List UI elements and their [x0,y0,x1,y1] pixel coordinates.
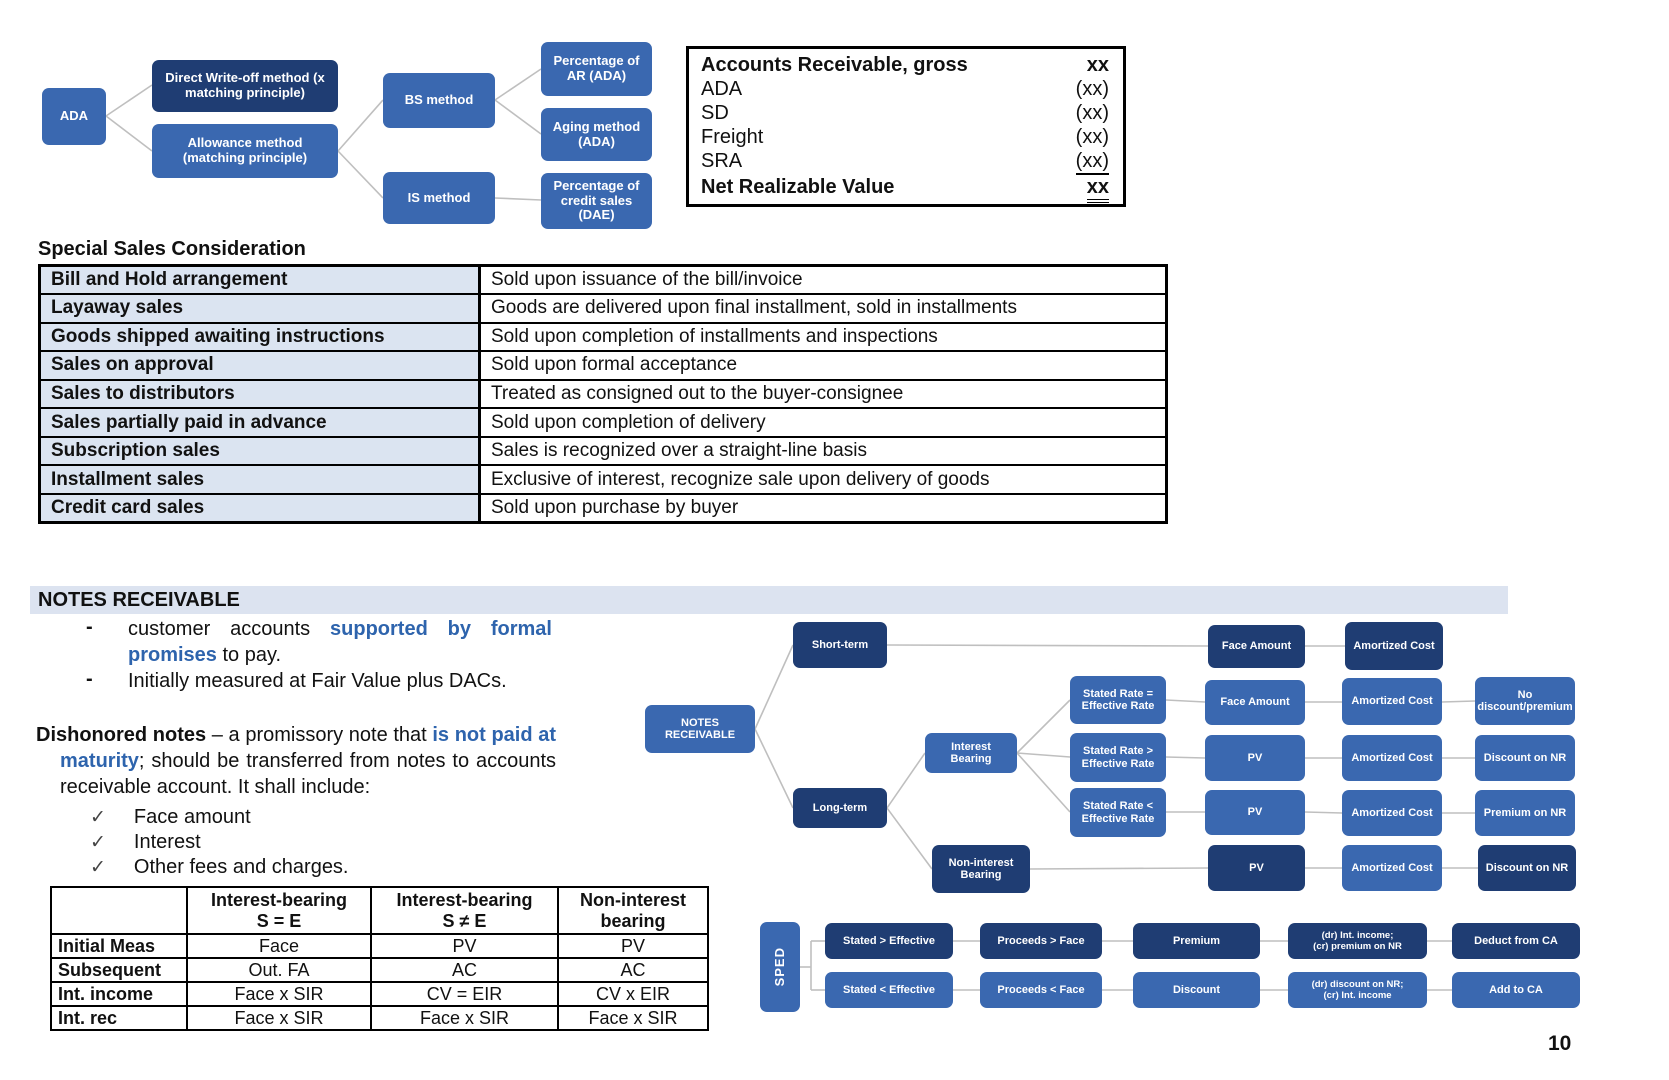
cell: CV x EIR [558,982,708,1006]
journal-entry-line: (cr) Int. income [1323,990,1392,1001]
row-header-cell: Initial Meas [51,934,187,958]
sped-node-label: Proceeds < Face [997,983,1085,996]
table-row [51,934,708,958]
tree-node-amortized-cost [1342,678,1442,725]
sale-type-cell: Installment sales [40,465,480,494]
tree-node-stated-less-effective [1070,788,1166,837]
table-row [51,1006,708,1030]
journal-entry-line: (dr) discount on NR; [1311,978,1404,990]
cell: Face x SIR [371,1006,558,1030]
table-row [40,351,1167,380]
sale-type-cell: Bill and Hold arrangement [40,266,480,295]
cell: AC [558,958,708,982]
tree-node-pv [1208,845,1305,891]
sale-type-cell: Subscription sales [40,437,480,466]
ar-row-label: SD [701,102,729,124]
flow-node-aging-method [541,108,652,161]
sale-desc-cell: Sold upon formal acceptance [480,351,1167,380]
flow-node-label: Aging method (ADA) [552,118,641,149]
flow-node-ada [42,88,106,145]
sale-desc-cell: Goods are delivered upon final installment, sold in installments [480,294,1167,323]
row-header-cell: Subsequent [51,958,187,982]
cell: CV = EIR [371,982,558,1006]
cell: Face x SIR [187,1006,371,1030]
ar-row-label: Accounts Receivable, gross [701,54,968,76]
sped-node-discount-entry [1288,972,1427,1008]
journal-entry-line: (cr) premium on NR [1313,941,1402,952]
tree-node-label: Interest Bearing [950,740,992,765]
tree-node-label: PV [1249,861,1264,874]
sped-node-add-to-ca [1452,972,1580,1008]
ar-row-label: ADA [701,78,743,100]
sped-node-proceeds-greater [980,923,1102,959]
header-line: bearing [600,910,666,931]
sale-type-cell: Layaway sales [40,294,480,323]
tree-node-label: Premium on NR [1483,806,1567,819]
check-icon: ✓ [90,807,106,828]
table-row [40,294,1167,323]
ar-row [701,125,1109,149]
table-row [40,408,1167,437]
section-highlight-band [30,586,1508,614]
checklist-text: Other fees and charges. [133,856,349,878]
checklist-text: Face amount [133,806,251,828]
table-row [51,958,708,982]
tree-node-stated-greater-effective [1070,733,1166,782]
nr-measurement-table [50,886,709,1031]
tree-node-label: Long-term [812,801,868,814]
tree-node-label: Stated Rate = Effective Rate [1081,687,1155,712]
tree-node-interest-bearing [925,733,1017,773]
table-row [40,266,1167,295]
bullet-item: Initially measured at Fair Value plus DACs. [128,670,507,692]
cell: PV [558,934,708,958]
row-header-cell: Int. income [51,982,187,1006]
tree-node-label: Amortized Cost [1351,695,1433,708]
ar-row-value: (xx) [1075,102,1109,124]
special-sales-table [38,264,1168,524]
flow-node-label: IS method [407,189,471,205]
tree-node-label: Face Amount [1220,696,1290,709]
sped-node-label: Premium [1172,934,1221,947]
sped-node-discount [1133,972,1260,1008]
ar-row [701,53,1109,77]
ar-row [701,149,1109,175]
flow-node-label: Percentage of credit sales (DAE) [553,178,640,223]
tree-node-amortized-cost [1342,735,1442,781]
tree-node-label: Non-interest Bearing [948,856,1014,881]
ar-row-value: (xx) [1076,149,1109,175]
sped-node-label: Proceeds > Face [997,934,1085,947]
flow-node-label: ADA [59,108,89,124]
sped-node-label: Add to CA [1489,983,1543,996]
sped-node-label: Discount [1172,983,1221,996]
special-sales-title: Special Sales Consideration [38,238,306,260]
table-row [40,494,1167,523]
tree-node-long-term [793,788,887,828]
sped-node-label: Deduct from CA [1474,934,1558,947]
flow-node-percentage-credit-sales [541,173,652,229]
sale-type-cell: Sales partially paid in advance [40,408,480,437]
tree-node-label: Amortized Cost [1351,751,1433,764]
table-row [40,380,1167,409]
cell: PV [371,934,558,958]
ar-row-value: (xx) [1075,126,1109,148]
table-row [40,465,1167,494]
tree-node-premium-on-nr [1475,790,1575,836]
tree-node-non-interest-bearing [932,845,1030,893]
sped-node-stated-greater [825,923,953,959]
tree-node-label: Face Amount [1221,640,1292,653]
ar-row-value: xx [1086,54,1109,76]
header-cell [558,887,708,934]
tree-node-pv [1205,735,1305,781]
sale-desc-cell: Sold upon purchase by buyer [480,494,1167,523]
tree-node-label: PV [1247,751,1263,764]
dishonored-notes-paragraph [36,722,556,800]
tree-node-label: Stated Rate < Effective Rate [1081,800,1155,825]
tree-node-amortized-cost [1342,790,1442,836]
accounts-receivable-computation-box [686,46,1126,207]
ar-row-label: SRA [701,150,743,172]
header-line: Interest-bearing [396,889,533,910]
page-number: 10 [1548,1032,1572,1055]
bullet-item [128,616,552,668]
sped-node-label: Stated < Effective [842,983,935,996]
checklist-item [90,831,201,854]
tree-node-discount-on-nr [1475,735,1575,781]
tree-node-label: Amortized Cost [1353,639,1435,652]
ar-row [701,101,1109,125]
flow-node-label: Allowance method (matching principle) [182,135,308,165]
row-header-cell: Int. rec [51,1006,187,1030]
flow-node-is-method [383,172,495,224]
sped-node-proceeds-less [980,972,1102,1008]
ar-row [701,175,1109,203]
header-line: S ≠ E [442,910,487,931]
notes-receivable-heading: NOTES RECEIVABLE [38,589,240,611]
sped-node-premium-entry [1288,923,1427,959]
paragraph-text: ; should be transferred from notes to accounts receivable account. It shall include: [60,750,556,798]
flow-node-label: Percentage of AR (ADA) [553,53,640,83]
tree-node-stated-equal-effective [1070,676,1166,724]
bullet-text: customer accounts [128,618,331,640]
tree-node-notes-receivable [645,705,755,753]
highlighted-text: is not paid at maturity [60,724,556,772]
flow-node-bs-method [383,73,495,128]
sale-desc-cell: Treated as consigned out to the buyer-consignee [480,380,1167,409]
sale-desc-cell: Sold upon completion of delivery [480,408,1167,437]
tree-node-pv [1205,790,1305,835]
cell: Out. FA [187,958,371,982]
table-row [40,323,1167,352]
sale-desc-cell: Sold upon issuance of the bill/invoice [480,266,1167,295]
tree-node-label: Stated Rate > Effective Rate [1081,745,1155,770]
tree-node-label: No discount/premium [1477,688,1573,713]
bullet-dash: - [86,668,93,690]
header-line: Interest-bearing [210,889,348,910]
tree-node-discount-on-nr [1478,845,1576,891]
ar-row-label: Freight [701,126,764,148]
sped-node-premium [1133,923,1260,959]
check-icon: ✓ [90,832,106,853]
ar-row-value: (xx) [1075,78,1109,100]
table-header-row [51,887,708,934]
bullet-text: to pay. [216,644,282,666]
cell: Face x SIR [187,982,371,1006]
flow-node-direct-writeoff [152,60,338,112]
sped-node-deduct-from-ca [1452,923,1580,959]
sped-label: SPED [771,947,787,987]
header-line: S = E [256,910,302,931]
tree-node-amortized-cost [1345,622,1443,670]
tree-node-short-term [793,622,887,668]
ar-row-label: Net Realizable Value [701,176,895,198]
sale-desc-cell: Sales is recognized over a straight-line basis [480,437,1167,466]
tree-node-label: Discount on NR [1485,861,1569,874]
table-row [51,982,708,1006]
sped-node-label: Stated > Effective [842,934,935,947]
highlighted-text: supported by formal promises [128,618,552,666]
cell: Face x SIR [558,1006,708,1030]
flow-node-allowance-method [152,124,338,178]
tree-node-face-amount [1205,680,1305,725]
header-cell [187,887,371,934]
tree-node-label: Amortized Cost [1351,861,1433,874]
sale-type-cell: Goods shipped awaiting instructions [40,323,480,352]
cell: AC [371,958,558,982]
check-icon: ✓ [90,857,106,878]
sped-label-box [760,922,800,1012]
journal-entry-line: (dr) Int. income; [1321,929,1394,941]
ar-row [701,77,1109,101]
sale-type-cell: Sales on approval [40,351,480,380]
header-line: Non-interest [579,889,686,910]
flow-node-label: Direct Write-off method (x matching principle) [165,70,325,100]
tree-node-label: Discount on NR [1483,751,1567,764]
table-row [40,437,1167,466]
sale-type-cell: Credit card sales [40,494,480,523]
checklist-item [90,856,349,879]
flow-node-label: BS method [404,92,474,108]
ar-row-value: xx [1087,175,1109,203]
bold-term: Dishonored notes [36,724,207,746]
checklist-text: Interest [133,831,201,853]
sale-desc-cell: Sold upon completion of installments and inspections [480,323,1167,352]
tree-node-label: Short-term [811,638,869,651]
paragraph-text: – a promissory note that [206,724,433,746]
tree-node-face-amount [1208,625,1305,668]
sale-type-cell: Sales to distributors [40,380,480,409]
tree-node-label: NOTES RECEIVABLE [664,716,736,741]
flow-node-percentage-of-ar [541,42,652,96]
checklist-item [90,806,251,829]
header-cell [51,887,187,934]
tree-node-label: Amortized Cost [1351,806,1433,819]
tree-node-label: PV [1247,806,1263,819]
cell: Face [187,934,371,958]
header-cell [371,887,558,934]
tree-node-no-discount-premium [1475,677,1575,725]
bullet-dash: - [86,616,93,638]
sale-desc-cell: Exclusive of interest, recognize sale upon delivery of goods [480,465,1167,494]
tree-node-amortized-cost [1342,845,1442,891]
sped-node-stated-less [825,972,953,1008]
